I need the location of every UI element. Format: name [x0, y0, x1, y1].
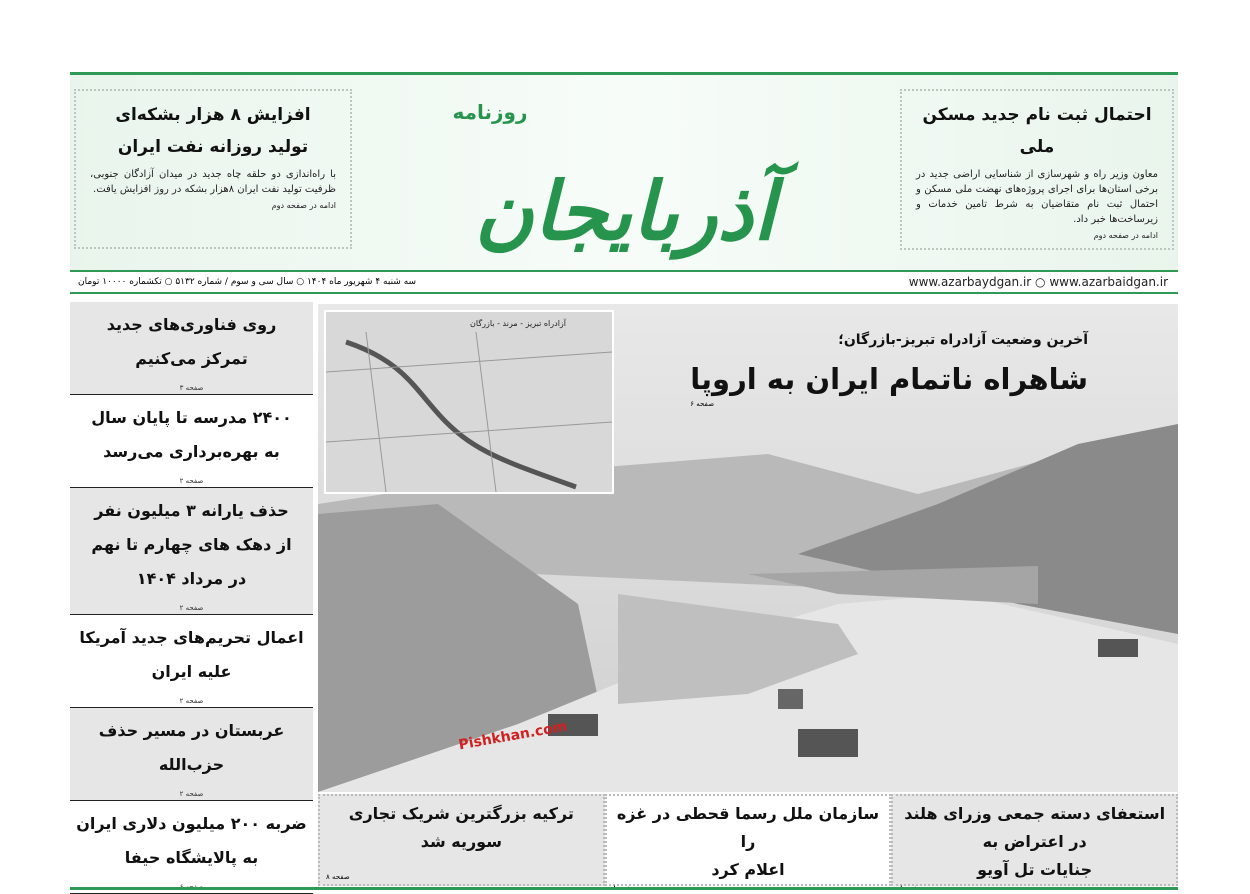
- page-ref: صفحه ۲: [179, 697, 204, 705]
- route-map-inset: [324, 310, 614, 494]
- continued-note: ادامه در صفحه دوم: [271, 201, 336, 210]
- bottom-headline[interactable]: [318, 794, 605, 886]
- bottom-headline[interactable]: [891, 794, 1178, 886]
- left-teaser-box[interactable]: [74, 89, 352, 249]
- headline-line: اعلام کرد: [711, 860, 785, 879]
- headline-line: ضربه ۲۰۰ میلیون دلاری ایران: [76, 814, 307, 833]
- sidebar-headlines: [70, 302, 313, 894]
- sidebar-headline[interactable]: [70, 395, 313, 488]
- continued-note: ادامه در صفحه دوم: [1093, 231, 1158, 240]
- info-strip: [70, 270, 1178, 294]
- headline-line: ترکیه بزرگترین شریک تجاری: [348, 804, 574, 823]
- headline-line: جنایات تل آویو: [977, 860, 1093, 879]
- headline-line: به بهره‌برداری می‌رسد: [103, 442, 280, 461]
- lead-title: شاهراه ناتمام ایران به اروپا: [690, 362, 1088, 396]
- page-ref: صفحه ۲: [179, 604, 204, 612]
- sidebar-headline[interactable]: [70, 488, 313, 615]
- teaser-title: افزایش ۸ هزار بشکه‌ای: [115, 105, 311, 125]
- headline-line: به پالایشگاه حیفا: [124, 848, 259, 867]
- sidebar-headline[interactable]: [70, 708, 313, 801]
- teaser-title: احتمال ثبت نام جدید مسکن ملی: [922, 105, 1152, 157]
- headline-line: استعفای دسته جمعی وزرای هلند در اعتراض به: [904, 804, 1166, 851]
- page-ref: صفحه ۲: [179, 790, 204, 798]
- lead-headline[interactable]: [690, 332, 1088, 408]
- headline-line: ۲۴۰۰ مدرسه تا پایان سال: [91, 408, 292, 427]
- masthead: [70, 72, 1178, 270]
- page-ref: صفحه ۲: [179, 477, 204, 485]
- lead-kicker: آخرین وضعیت آزادراه تبریز-بازرگان؛: [838, 332, 1088, 348]
- headline-line: سازمان ملل رسما قحطی در غزه را: [616, 804, 880, 851]
- teaser-title: تولید روزانه نفت ایران: [117, 137, 309, 157]
- bottom-headlines: [318, 794, 1178, 886]
- teaser-body: با راه‌اندازی دو حلقه چاه جدید در میدان آزادگان جنوبی، ظرفیت تولید نفت ایران ۸هزار بشکه در روز افزایش یافت.: [90, 169, 336, 195]
- dateline: سه شنبه ۴ شهریور ماه ۱۴۰۴ ○ سال سی و سوم / شماره ۵۱۳۲ ○ تکشماره ۱۰۰۰۰ تومان: [78, 277, 417, 287]
- sidebar-headline[interactable]: [70, 801, 313, 894]
- headline-line: تمرکز می‌کنیم: [135, 349, 248, 368]
- page-ref: صفحه ۸: [325, 873, 350, 881]
- logo-text: آذربایجان: [474, 165, 776, 258]
- newspaper-front-page: [70, 72, 1178, 890]
- sidebar-headline[interactable]: [70, 302, 313, 395]
- map-label: آزادراه تبریز - مرند - بازرگان: [470, 319, 566, 328]
- websites[interactable]: www.azarbaydgan.ir ○ www.azarbaidgan.ir: [908, 275, 1168, 289]
- headline-line: اعمال تحریم‌های جدید آمریکا: [79, 628, 304, 647]
- right-teaser-box[interactable]: [900, 89, 1174, 250]
- sidebar-headline[interactable]: [70, 615, 313, 708]
- headline-line: حذف یارانه ۳ میلیون نفر: [94, 501, 289, 520]
- watermark: Pishkhan.com: [457, 718, 569, 754]
- headline-line: در مرداد ۱۴۰۴: [136, 569, 247, 588]
- teaser-body: معاون وزیر راه و شهرسازی از شناسایی اراضی جدید در برخی استان‌ها برای اجرای پروژه‌های نهضت ملی مسکن و احتمال ثبت نام متقاضیان به شرط تامین خدمات و زیرساخت‌ها خبر داد.: [916, 169, 1158, 225]
- bottom-rule: [70, 887, 1178, 890]
- headline-line: سوریه شد: [420, 832, 502, 851]
- headline-line: علیه ایران: [151, 662, 232, 681]
- logo-subtext: روزنامه: [452, 100, 528, 124]
- headline-line: عربستان در مسیر حذف حزب‌الله: [98, 721, 285, 774]
- bottom-headline[interactable]: [605, 794, 892, 886]
- page-ref: صفحه ۶: [690, 400, 715, 408]
- newspaper-logo: [410, 79, 830, 269]
- headline-line: روی فناوری‌های جدید: [106, 315, 277, 334]
- headline-line: از دهک های چهارم تا نهم: [91, 535, 292, 554]
- page-ref: صفحه ۳: [179, 384, 204, 392]
- lead-photo[interactable]: [318, 304, 1178, 792]
